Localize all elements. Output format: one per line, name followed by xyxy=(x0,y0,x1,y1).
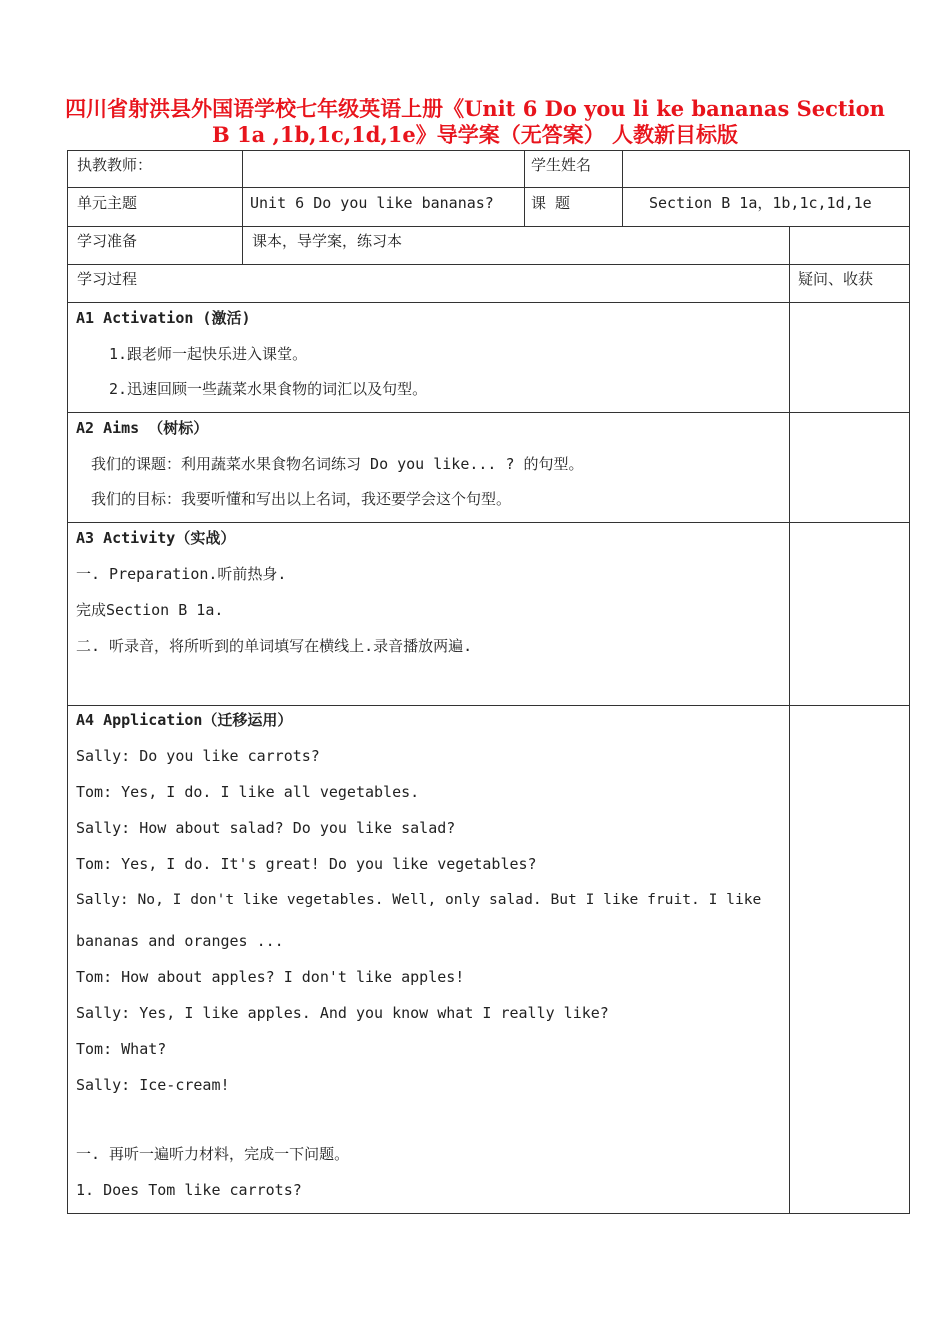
topic-value: Section B 1a，1b,1c,1d,1e xyxy=(649,194,872,212)
title-line-2: B 1a ,1b,1c,1d,1e》导学案（无答案） 人教新目标版 xyxy=(211,122,739,147)
prep-label: 学习准备 xyxy=(77,232,138,250)
a1-item-1: 1.跟老师一起快乐进入课堂。 xyxy=(109,345,308,363)
dialogue-line: Tom: Yes, I do. I like all vegetables. xyxy=(76,783,420,801)
document-title xyxy=(40,96,910,148)
a1-heading: A1 Activation (激活) xyxy=(76,309,251,327)
a2-line-1: 我们的课题：利用蔬菜水果食物名词练习 Do you like... ? 的句型。 xyxy=(91,455,584,473)
a2-line-2: 我们的目标：我要听懂和写出以上名词，我还要学会这个句型。 xyxy=(91,490,512,508)
a4-heading: A4 Application（迁移运用） xyxy=(76,711,293,729)
dialogue-line: Tom: How about apples? I don't like apples! xyxy=(76,968,465,986)
prep-value: 课本，导学案，练习本 xyxy=(252,232,403,250)
student-name-label: 学生姓名 xyxy=(531,156,592,174)
notes-label: 疑问、收获 xyxy=(798,270,874,288)
dialogue-line: Tom: What? xyxy=(76,1040,167,1058)
dialogue-line: Tom: Yes, I do. It's great! Do you like vegetables? xyxy=(76,855,537,873)
process-label: 学习过程 xyxy=(77,270,138,288)
lesson-table xyxy=(67,150,910,1214)
a4-task: 一. 再听一遍听力材料，完成一下问题。 xyxy=(76,1145,350,1163)
a3-line-2: 完成Section B 1a. xyxy=(76,601,224,619)
dialogue-line: bananas and oranges ... xyxy=(76,932,284,950)
dialogue-line: Sally: Do you like carrots? xyxy=(76,747,320,765)
a3-line-3: 二. 听录音，将所听到的单词填写在横线上.录音播放两遍. xyxy=(76,637,473,655)
a4-question-1: 1. Does Tom like carrots? xyxy=(76,1181,302,1199)
unit-label: 单元主题 xyxy=(77,194,138,212)
dialogue-line: Sally: Ice-cream! xyxy=(76,1076,230,1094)
unit-value: Unit 6 Do you like bananas? xyxy=(250,194,494,212)
a3-line-1: 一. Preparation.听前热身. xyxy=(76,565,287,583)
dialogue-line: Sally: No, I don't like vegetables. Well, only salad. But I like fruit. I like xyxy=(76,891,762,908)
topic-label: 课 题 xyxy=(531,194,571,212)
a3-heading: A3 Activity（实战） xyxy=(76,529,236,547)
title-line-1: 四川省射洪县外国语学校七年级英语上册《Unit 6 Do you li ke bananas Section xyxy=(65,96,885,121)
a1-item-2: 2.迅速回顾一些蔬菜水果食物的词汇以及句型。 xyxy=(109,380,428,398)
a2-heading: A2 Aims （树标） xyxy=(76,419,209,437)
dialogue-line: Sally: How about salad? Do you like salad? xyxy=(76,819,456,837)
dialogue-line: Sally: Yes, I like apples. And you know what I really like? xyxy=(76,1004,609,1022)
teacher-label: 执教教师： xyxy=(77,156,153,174)
